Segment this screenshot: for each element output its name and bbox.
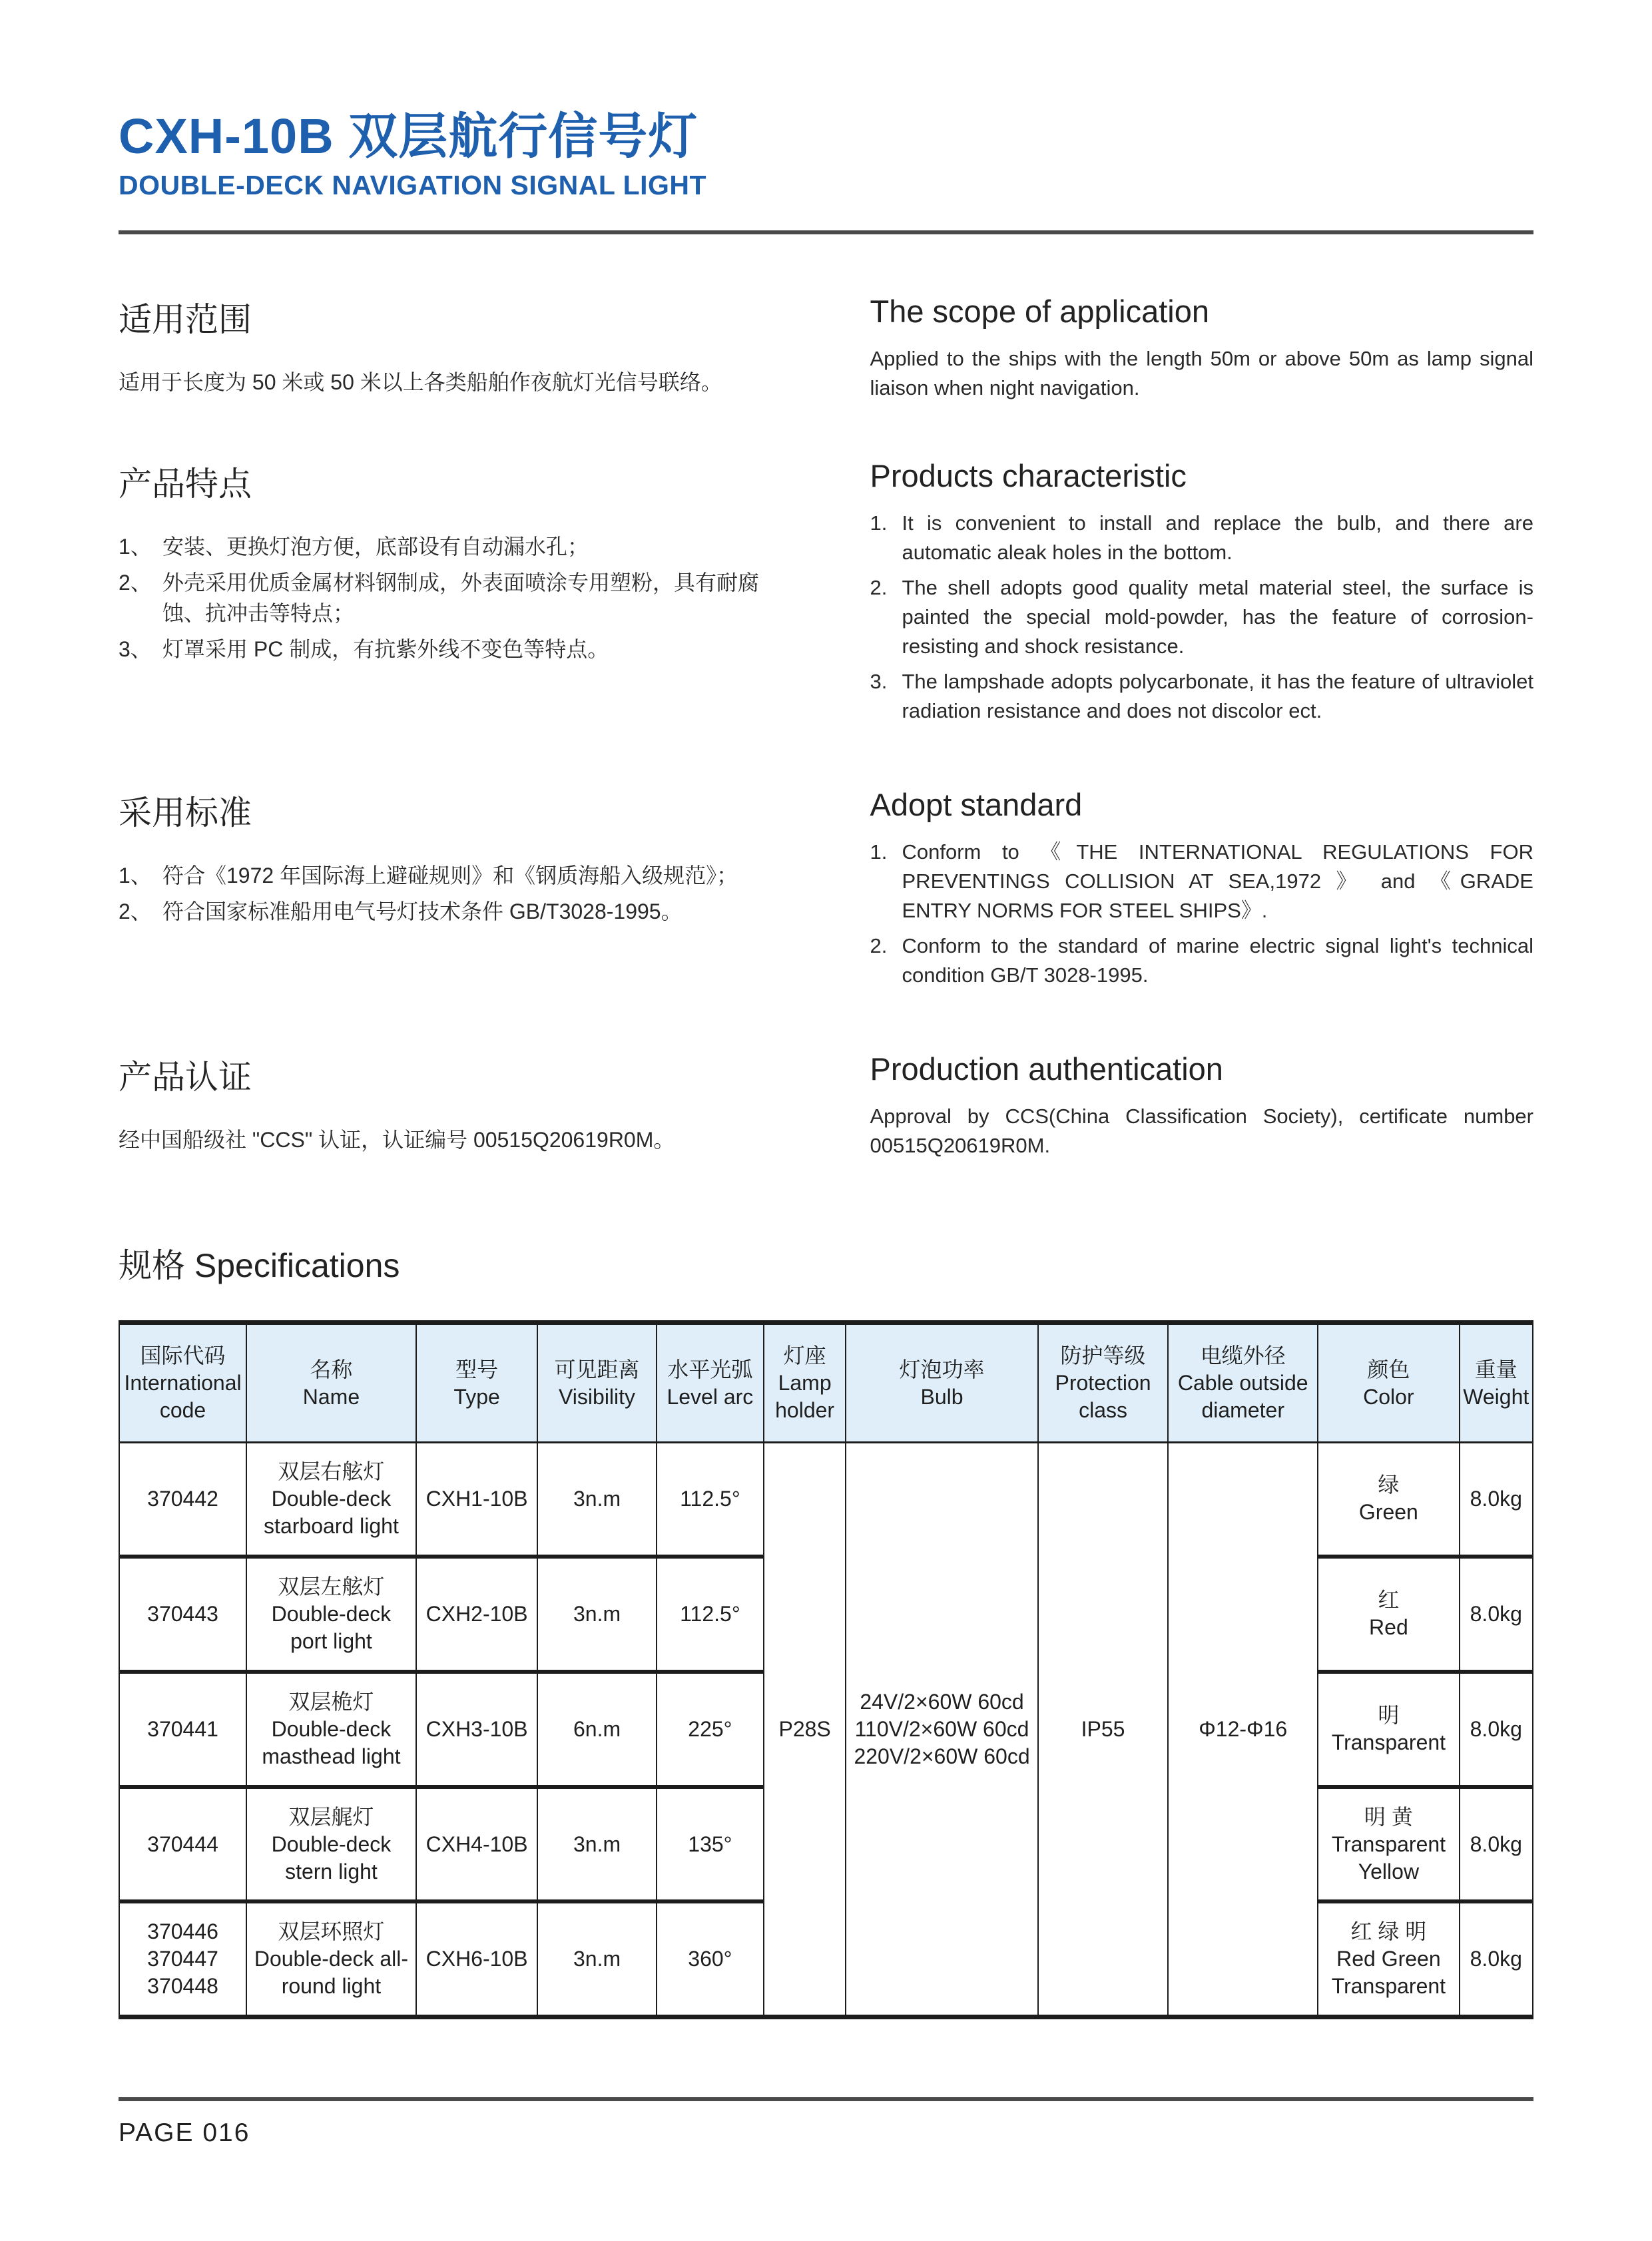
cell-type: CXH2-10B	[416, 1557, 538, 1672]
footer-divider	[119, 2097, 1533, 2101]
cell-color	[1318, 1672, 1459, 1787]
col-header-color	[1318, 1323, 1459, 1443]
cell-level-arc: 112.5°	[657, 1443, 764, 1557]
cell-code: 370442	[119, 1443, 246, 1557]
col-header-zh: 颜色	[1367, 1357, 1410, 1381]
col-header-zh: 可见距离	[554, 1357, 640, 1381]
list-number: 2.	[870, 575, 888, 599]
cell-visibility: 3n.m	[537, 1557, 656, 1672]
list-item	[119, 568, 782, 628]
list-text: The lampshade adopts polycarbonate, it has the feature of ultraviolet radiation resistance and does not discolor ect.	[902, 670, 1533, 723]
col-header-cable-diameter	[1168, 1323, 1318, 1443]
col-header-en: Level arc	[667, 1384, 754, 1409]
specs-heading: 规格 Specifications	[119, 1247, 400, 1285]
col-header-bulb	[846, 1323, 1038, 1443]
col-header-zh: 电缆外径	[1200, 1344, 1286, 1368]
section-standard-en	[870, 786, 1534, 996]
cell-type: CXH3-10B	[416, 1672, 538, 1787]
col-header-en: Lamp holder	[775, 1371, 835, 1423]
col-header-en: Weight	[1463, 1384, 1529, 1409]
list-item	[119, 897, 782, 927]
list-text: Conform to the standard of marine electric signal light's technical condition GB/T 3028-1995.	[902, 934, 1533, 987]
cell-color-en: Transparent	[1331, 1730, 1446, 1755]
cell-code	[119, 1901, 246, 2017]
header-row	[119, 1323, 1533, 1443]
cell-color-en: Red Green Transparent	[1331, 1947, 1446, 1999]
col-header-en: Bulb	[920, 1384, 964, 1409]
list-number: 3、	[119, 637, 152, 662]
cell-name	[246, 1557, 416, 1672]
header-divider	[119, 230, 1533, 234]
col-header-en: Visibility	[559, 1384, 636, 1409]
list-text: 符合国家标准船用电气号灯技术条件 GB/T3028-1995。	[162, 899, 683, 924]
list-number: 1、	[119, 864, 152, 888]
list-item	[870, 667, 1534, 726]
col-header-zh: 水平光弧	[667, 1357, 753, 1381]
col-header-en: Type	[453, 1384, 500, 1409]
list-number: 2.	[870, 934, 888, 958]
section-features-zh	[119, 457, 782, 732]
list-number: 2、	[119, 571, 152, 595]
cell-protection-class: IP55	[1038, 1443, 1168, 2017]
cell-color-zh: 红 绿 明	[1350, 1919, 1427, 1944]
list-text: 符合《1972 年国际海上避碰规则》和《钢质海船入级规范》；	[162, 864, 738, 888]
cell-color-en: Red	[1369, 1615, 1408, 1640]
cell-code: 370443	[119, 1557, 246, 1672]
cell-color-zh: 红	[1378, 1588, 1400, 1613]
col-header-en: Cable outside diameter	[1177, 1371, 1308, 1423]
bulb-line: 110V/2×60W 60cd	[854, 1716, 1029, 1741]
section-scope-en	[870, 293, 1534, 403]
section-body: Approval by CCS(China Classification Society), certificate number 00515Q20619R0M.	[870, 1105, 1533, 1158]
cell-visibility: 3n.m	[537, 1443, 656, 1557]
list-item	[870, 931, 1534, 990]
sections-grid	[119, 293, 1533, 1160]
section-scope-zh	[119, 293, 782, 403]
cell-lamp-holder: P28S	[764, 1443, 846, 2017]
cell-name	[246, 1443, 416, 1557]
cell-cable-diameter: Φ12-Φ16	[1168, 1443, 1318, 2017]
list-item	[870, 573, 1534, 661]
bulb-line: 24V/2×60W 60cd	[860, 1689, 1024, 1714]
cell-color-zh: 绿	[1378, 1473, 1400, 1497]
cell-color-zh: 明	[1378, 1703, 1400, 1728]
list-number: 1.	[870, 840, 888, 864]
cell-weight: 8.0kg	[1460, 1443, 1533, 1557]
cell-visibility: 3n.m	[537, 1901, 656, 2017]
page-header	[119, 0, 1533, 234]
list-number: 2、	[119, 899, 152, 924]
col-header-visibility	[537, 1323, 656, 1443]
cell-weight: 8.0kg	[1460, 1557, 1533, 1672]
col-header-zh: 重量	[1474, 1357, 1517, 1381]
list-text: 外壳采用优质金属材料钢制成，外表面喷涂专用塑粉，具有耐腐蚀、抗冲击等特点；	[162, 571, 760, 625]
section-title: Products characteristic	[870, 457, 1187, 493]
table-row	[119, 1443, 1533, 1557]
col-header-en: Name	[302, 1384, 360, 1409]
cell-visibility: 3n.m	[537, 1787, 656, 1902]
section-title: 产品特点	[119, 465, 252, 503]
cell-color	[1318, 1557, 1459, 1672]
list-text: Conform to 《THE INTERNATIONAL REGULATIONS FOR PREVENTINGS COLLISION AT SEA,1972 》 and 《GRADE ENTRY NORMS FOR STEEL SHIPS》.	[902, 840, 1533, 923]
list-item	[119, 634, 782, 664]
cell-name-en: Double-deck stern light	[271, 1832, 392, 1883]
cell-level-arc: 135°	[657, 1787, 764, 1902]
cell-name-en: Double-deck port light	[271, 1601, 392, 1653]
col-header-name	[246, 1323, 416, 1443]
col-header-zh: 国际代码	[140, 1344, 226, 1368]
cell-name	[246, 1672, 416, 1787]
cell-type: CXH6-10B	[416, 1901, 538, 2017]
cell-name-en: Double-deck masthead light	[262, 1716, 401, 1768]
list-item	[870, 838, 1534, 925]
col-header-international-code	[119, 1323, 246, 1443]
section-title: The scope of application	[870, 293, 1209, 329]
section-features-en	[870, 457, 1534, 732]
col-header-zh: 灯泡功率	[899, 1357, 985, 1381]
cell-level-arc: 360°	[657, 1901, 764, 2017]
col-header-zh: 型号	[455, 1357, 499, 1381]
col-header-weight	[1460, 1323, 1533, 1443]
cell-weight: 8.0kg	[1460, 1901, 1533, 2017]
section-body: Applied to the ships with the length 50m or above 50m as lamp signal liaison when night navigation.	[870, 346, 1533, 399]
section-title: 产品认证	[119, 1059, 252, 1097]
section-title: 适用范围	[119, 300, 252, 338]
cell-type: CXH4-10B	[416, 1787, 538, 1902]
section-body: 适用于长度为 50 米或 50 米以上各类船舶作夜航灯光信号联络。	[119, 370, 722, 394]
cell-name-zh: 双层左舷灯	[278, 1574, 385, 1599]
list-text: 安装、更换灯泡方便，底部设有自动漏水孔；	[162, 534, 589, 559]
cell-name	[246, 1787, 416, 1902]
cell-weight: 8.0kg	[1460, 1787, 1533, 1902]
code-line: 370447	[147, 1947, 218, 1971]
list-number: 3.	[870, 670, 888, 694]
section-title: Production authentication	[870, 1051, 1223, 1087]
cell-color	[1318, 1901, 1459, 2017]
cell-code: 370444	[119, 1787, 246, 1902]
col-header-en: Color	[1363, 1384, 1414, 1409]
section-certification-zh	[119, 1051, 782, 1160]
page-title-en: DOUBLE-DECK NAVIGATION SIGNAL LIGHT	[119, 169, 707, 200]
page-footer	[119, 2097, 1533, 2148]
cell-color-en: Green	[1358, 1500, 1418, 1525]
cell-level-arc: 225°	[657, 1672, 764, 1787]
col-header-en: International code	[124, 1371, 242, 1423]
bulb-line: 220V/2×60W 60cd	[854, 1744, 1030, 1768]
section-title: Adopt standard	[870, 787, 1083, 823]
specs-table	[119, 1320, 1533, 2019]
cell-name	[246, 1901, 416, 2017]
list-item	[870, 509, 1534, 567]
list-number: 1、	[119, 534, 152, 559]
col-header-zh: 名称	[310, 1357, 353, 1381]
col-header-zh: 防护等级	[1060, 1344, 1146, 1368]
cell-visibility: 6n.m	[537, 1672, 656, 1787]
cell-type: CXH1-10B	[416, 1443, 538, 1557]
cell-name-en: Double-deck all-round light	[254, 1947, 409, 1999]
cell-code: 370441	[119, 1672, 246, 1787]
cell-name-en: Double-deck starboard light	[264, 1486, 399, 1538]
cell-name-zh: 双层右舷灯	[278, 1459, 385, 1484]
cell-bulb	[846, 1443, 1038, 2017]
section-standard-zh	[119, 786, 782, 996]
code-line: 370446	[147, 1919, 218, 1944]
cell-weight: 8.0kg	[1460, 1672, 1533, 1787]
code-line: 370448	[147, 1974, 218, 1999]
page-title-zh: CXH-10B 双层航行信号灯	[119, 109, 698, 164]
page-number: PAGE 016	[119, 2118, 250, 2147]
cell-name-zh: 双层环照灯	[278, 1919, 385, 1944]
list-text: It is convenient to install and replace the bulb, and there are automatic aleak holes in the bottom.	[902, 511, 1533, 564]
section-certification-en	[870, 1051, 1534, 1160]
col-header-zh: 灯座	[783, 1344, 826, 1368]
section-title: 采用标准	[119, 794, 252, 832]
col-header-lamp-holder	[764, 1323, 846, 1443]
cell-color	[1318, 1443, 1459, 1557]
list-item	[119, 532, 782, 562]
cell-color-zh: 明 黄	[1364, 1804, 1413, 1829]
col-header-level-arc	[657, 1323, 764, 1443]
cell-color	[1318, 1787, 1459, 1902]
list-text: The shell adopts good quality metal material steel, the surface is painted the special mold-powder, has the feature of corrosion-resisting and shock resistance.	[902, 575, 1533, 658]
col-header-protection-class	[1038, 1323, 1168, 1443]
list-number: 1.	[870, 511, 888, 535]
col-header-en: Protection class	[1055, 1371, 1151, 1423]
section-body: 经中国船级社 "CCS" 认证，认证编号 00515Q20619R0M。	[119, 1128, 675, 1152]
cell-name-zh: 双层艉灯	[288, 1804, 374, 1829]
cell-name-zh: 双层桅灯	[288, 1689, 374, 1714]
cell-color-en: Transparent Yellow	[1331, 1832, 1446, 1883]
cell-level-arc: 112.5°	[657, 1557, 764, 1672]
list-text: 灯罩采用 PC 制成，有抗紫外线不变色等特点。	[162, 637, 609, 662]
list-item	[119, 861, 782, 891]
col-header-type	[416, 1323, 538, 1443]
